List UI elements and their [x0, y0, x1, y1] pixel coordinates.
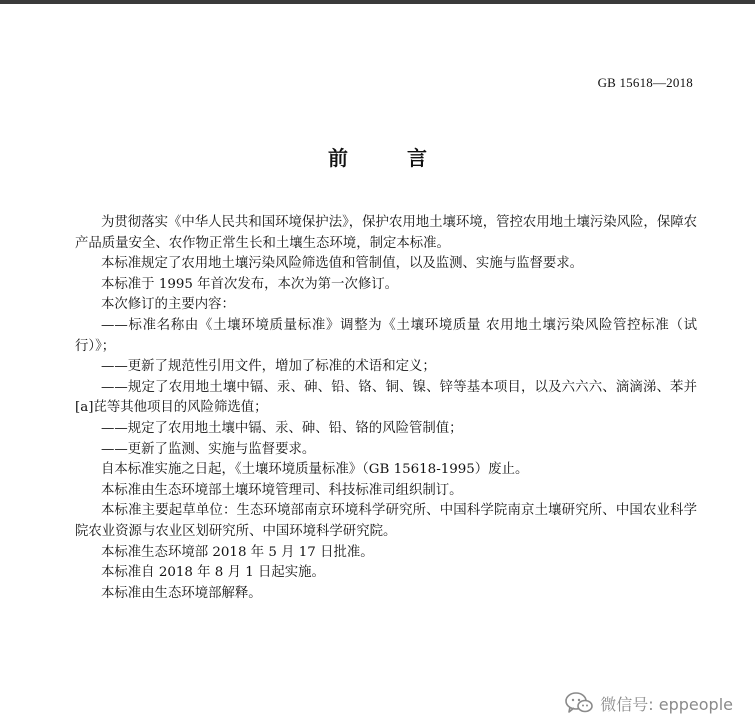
paragraph: ——更新了规范性引用文件，增加了标准的术语和定义； — [101, 359, 436, 375]
paragraph: 本标准由生态环境部解释。 — [101, 585, 262, 601]
paragraph: 本标准主要起草单位：生态环境部南京环境科学研究所、中国科学院南京土壤研究所、中国农业科学院农业资源与农业区划研究所、中国环境科学研究院。 — [75, 503, 697, 539]
paragraph: 本标准由生态环境部土壤环境管理司、科技标准司组织制订。 — [101, 482, 463, 498]
paragraph: 本次修订的主要内容： — [101, 297, 235, 313]
paragraph: ——规定了农用地土壤中镉、汞、砷、铅、铬、铜、镍、锌等基本项目，以及六六六、滴滴涕、苯并[a]芘等其他项目的风险筛选值； — [75, 379, 697, 416]
paragraph: ——标准名称由《土壤环境质量标准》调整为《土壤环境质量 农用地土壤污染风险管控标准（试行）》； — [75, 317, 697, 354]
watermark-text: 微信号: eppeople — [600, 694, 733, 714]
watermark — [564, 691, 733, 715]
page-title: 前 言 — [328, 146, 453, 170]
paragraph: 本标准生态环境部 2018 年 5 月 17 日批准。 — [101, 544, 374, 560]
document-body — [75, 213, 697, 604]
paragraph: 本标准自 2018 年 8 月 1 日起实施。 — [101, 565, 325, 581]
wechat-logo-icon — [564, 691, 594, 715]
paragraph: 本标准规定了农用地土壤污染风险筛选值和管制值，以及监测、实施与监督要求。 — [101, 256, 584, 272]
paragraph: 自本标准实施之日起，《土壤环境质量标准》（GB 15618-1995）废止。 — [101, 462, 529, 478]
window-top-bar — [0, 0, 755, 4]
paragraph: 本标准于 1995 年首次发布，本次为第一次修订。 — [101, 276, 399, 292]
paragraph: 为贯彻落实《中华人民共和国环境保护法》，保护农用地土壤环境，管控农用地土壤污染风险，保障农产品质量安全、农作物正常生长和土壤生态环境，制定本标准。 — [75, 215, 697, 251]
standard-code: GB 15618—2018 — [597, 75, 693, 90]
paragraph: ——规定了农用地土壤中镉、汞、砷、铅、铬的风险管制值； — [101, 420, 463, 436]
paragraph: ——更新了监测、实施与监督要求。 — [101, 441, 316, 457]
